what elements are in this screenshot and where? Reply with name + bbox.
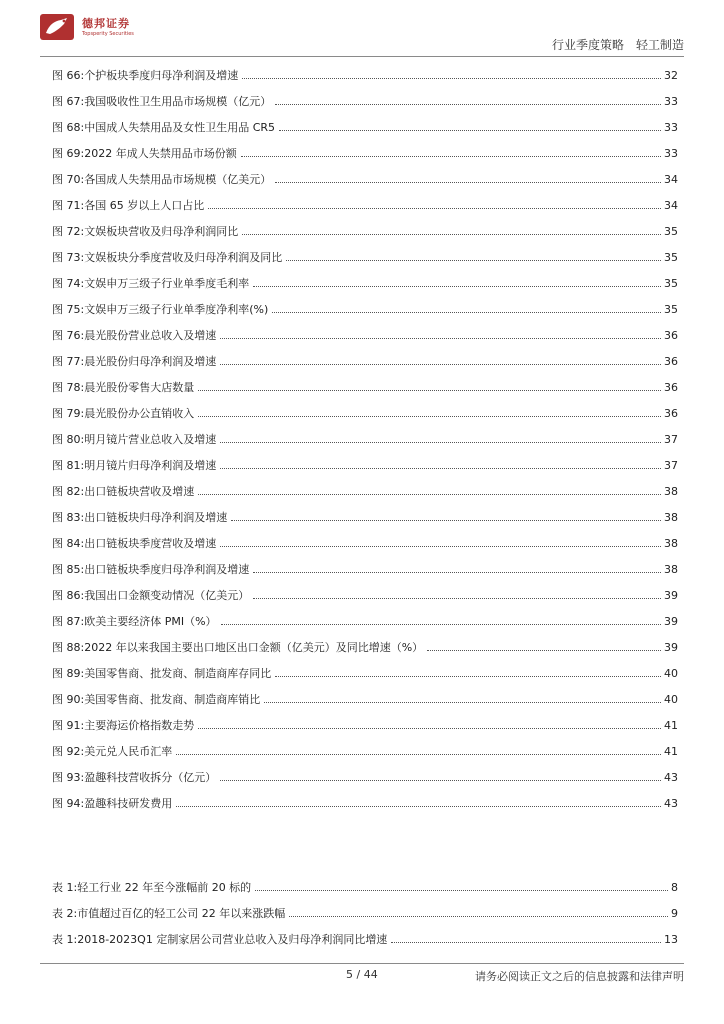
figure-label: 图 76: — [52, 329, 85, 342]
table-label: 表 1: — [52, 933, 78, 946]
figure-entry[interactable] — [52, 556, 678, 582]
table-page-number: 9 — [671, 906, 678, 920]
dot-leader — [220, 780, 661, 781]
figure-title: 出口链板块季度营收及增速 — [84, 537, 217, 550]
table-label: 表 2: — [52, 907, 78, 920]
page-header — [0, 0, 724, 58]
logo-chinese-name: 德邦证券 — [82, 17, 130, 30]
figure-title: 文娱申万三级子行业单季度净利率(%) — [84, 303, 269, 316]
figure-label: 图 85: — [52, 563, 85, 576]
figure-entry[interactable] — [52, 140, 678, 166]
report-category-title: 行业季度策略 轻工制造 — [551, 38, 684, 52]
figure-label: 图 86: — [52, 589, 85, 602]
dot-leader — [220, 364, 661, 365]
figure-title: 我国吸收性卫生用品市场规模（亿元） — [84, 95, 272, 108]
dot-leader — [255, 890, 668, 891]
figure-label: 图 66: — [52, 69, 85, 82]
figure-entry[interactable] — [52, 660, 678, 686]
figure-entry[interactable] — [52, 478, 678, 504]
figure-page-number: 38 — [664, 536, 678, 550]
figure-title: 明月镜片营业总收入及增速 — [84, 433, 217, 446]
dot-leader — [275, 676, 661, 677]
dot-leader — [220, 338, 661, 339]
figure-label: 图 92: — [52, 745, 85, 758]
logo-english-name: Topsperity Securities — [82, 31, 134, 37]
figure-entry[interactable] — [52, 426, 678, 452]
figure-title: 盈趣科技研发费用 — [84, 797, 173, 810]
figure-title: 各国成人失禁用品市场规模（亿美元） — [84, 173, 272, 186]
footer-divider — [40, 963, 684, 964]
figure-label: 图 80: — [52, 433, 85, 446]
figure-label: 图 83: — [52, 511, 85, 524]
figure-page-number: 32 — [664, 68, 678, 82]
figure-page-number: 40 — [664, 692, 678, 706]
figure-page-number: 43 — [664, 770, 678, 784]
figure-title: 明月镜片归母净利润及增速 — [84, 459, 217, 472]
figure-entry[interactable] — [52, 790, 678, 816]
figure-entry[interactable] — [52, 738, 678, 764]
table-title: 市值超过百亿的轻工公司 22 年以来涨跌幅 — [77, 907, 286, 920]
figure-entry[interactable] — [52, 452, 678, 478]
figure-label: 图 69: — [52, 147, 85, 160]
figure-title: 盈趣科技营收拆分（亿元） — [84, 771, 217, 784]
figure-label: 图 70: — [52, 173, 85, 186]
page-number: 5 / 44 — [346, 968, 378, 981]
figure-label: 图 89: — [52, 667, 85, 680]
figure-index-list — [52, 62, 678, 816]
dot-leader — [253, 286, 661, 287]
dot-leader — [198, 494, 661, 495]
dot-leader — [198, 390, 661, 391]
dot-leader — [289, 916, 668, 917]
dot-leader — [286, 260, 661, 261]
company-logo — [40, 12, 140, 44]
figure-title: 个护板块季度归母净利润及增速 — [84, 69, 239, 82]
dot-leader — [279, 130, 661, 131]
figure-label: 图 78: — [52, 381, 85, 394]
figure-entry[interactable] — [52, 530, 678, 556]
figure-page-number: 35 — [664, 276, 678, 290]
table-index-list — [52, 874, 678, 952]
figure-label: 图 93: — [52, 771, 85, 784]
figure-label: 图 71: — [52, 199, 85, 212]
figure-title: 美国零售商、批发商、制造商库销比 — [84, 693, 261, 706]
dot-leader — [198, 728, 661, 729]
logo-mark-icon — [40, 14, 74, 40]
figure-label: 图 79: — [52, 407, 85, 420]
header-divider — [40, 56, 684, 57]
dot-leader — [220, 442, 661, 443]
dot-leader — [176, 754, 661, 755]
figure-label: 图 74: — [52, 277, 85, 290]
figure-page-number: 39 — [664, 588, 678, 602]
figure-label: 图 84: — [52, 537, 85, 550]
figure-entry[interactable] — [52, 374, 678, 400]
figure-title: 欧美主要经济体 PMI（%） — [84, 615, 217, 628]
figure-entry[interactable] — [52, 322, 678, 348]
figure-entry[interactable] — [52, 348, 678, 374]
figure-label: 图 88: — [52, 641, 85, 654]
dot-leader — [253, 598, 661, 599]
dot-leader — [198, 416, 661, 417]
figure-title: 文娱申万三级子行业单季度毛利率 — [84, 277, 250, 290]
figure-entry[interactable] — [52, 270, 678, 296]
figure-page-number: 33 — [664, 120, 678, 134]
figure-page-number: 34 — [664, 172, 678, 186]
figure-title: 晨光股份营业总收入及增速 — [84, 329, 217, 342]
figure-page-number: 39 — [664, 640, 678, 654]
figure-label: 图 94: — [52, 797, 85, 810]
figure-label: 图 73: — [52, 251, 85, 264]
figure-page-number: 41 — [664, 744, 678, 758]
figure-title: 2022 年以来我国主要出口地区出口金额（亿美元）及同比增速（%） — [84, 641, 424, 654]
table-entry[interactable] — [52, 874, 678, 900]
dot-leader — [221, 624, 661, 625]
dot-leader — [272, 312, 661, 313]
figure-entry[interactable] — [52, 634, 678, 660]
figure-label: 图 75: — [52, 303, 85, 316]
figure-page-number: 38 — [664, 484, 678, 498]
figure-entry[interactable] — [52, 764, 678, 790]
legal-disclaimer: 请务必阅读正文之后的信息披露和法律声明 — [475, 970, 684, 983]
figure-entry[interactable] — [52, 166, 678, 192]
figure-page-number: 35 — [664, 224, 678, 238]
figure-page-number: 38 — [664, 510, 678, 524]
figure-page-number: 39 — [664, 614, 678, 628]
table-page-number: 13 — [664, 932, 678, 946]
figure-page-number: 37 — [664, 458, 678, 472]
figure-label: 图 87: — [52, 615, 85, 628]
dot-leader — [220, 468, 661, 469]
table-entry[interactable] — [52, 900, 678, 926]
table-title: 2018-2023Q1 定制家居公司营业总收入及归母净利润同比增速 — [77, 933, 388, 946]
dot-leader — [242, 78, 661, 79]
dot-leader — [241, 156, 661, 157]
dot-leader — [264, 702, 661, 703]
dot-leader — [231, 520, 661, 521]
figure-page-number: 36 — [664, 328, 678, 342]
figure-title: 晨光股份归母净利润及增速 — [84, 355, 217, 368]
figure-page-number: 34 — [664, 198, 678, 212]
figure-title: 出口链板块归母净利润及增速 — [84, 511, 228, 524]
figure-page-number: 37 — [664, 432, 678, 446]
figure-label: 图 68: — [52, 121, 85, 134]
figure-title: 出口链板块季度归母净利润及增速 — [84, 563, 250, 576]
figure-entry[interactable] — [52, 582, 678, 608]
figure-title: 我国出口金额变动情况（亿美元） — [84, 589, 250, 602]
figure-page-number: 35 — [664, 302, 678, 316]
figure-entry[interactable] — [52, 244, 678, 270]
table-entry[interactable] — [52, 926, 678, 952]
table-label: 表 1: — [52, 881, 78, 894]
figure-page-number: 33 — [664, 94, 678, 108]
figure-label: 图 91: — [52, 719, 85, 732]
figure-label: 图 67: — [52, 95, 85, 108]
dot-leader — [253, 572, 661, 573]
dot-leader — [242, 234, 661, 235]
figure-title: 晨光股份零售大店数量 — [84, 381, 195, 394]
figure-page-number: 36 — [664, 354, 678, 368]
figure-title: 主要海运价格指数走势 — [84, 719, 195, 732]
figure-page-number: 35 — [664, 250, 678, 264]
figure-label: 图 77: — [52, 355, 85, 368]
dot-leader — [391, 942, 661, 943]
figure-entry[interactable] — [52, 504, 678, 530]
figure-entry[interactable] — [52, 400, 678, 426]
figure-label: 图 90: — [52, 693, 85, 706]
dot-leader — [275, 104, 661, 105]
figure-title: 晨光股份办公直销收入 — [84, 407, 195, 420]
dot-leader — [208, 208, 661, 209]
figure-page-number: 36 — [664, 380, 678, 394]
figure-title: 美元兑人民币汇率 — [84, 745, 173, 758]
figure-page-number: 41 — [664, 718, 678, 732]
figure-entry[interactable] — [52, 296, 678, 322]
figure-entry[interactable] — [52, 62, 678, 88]
table-page-number: 8 — [671, 880, 678, 894]
figure-title: 文娱板块分季度营收及归母净利润及同比 — [84, 251, 283, 264]
figure-entry[interactable] — [52, 218, 678, 244]
figure-title: 2022 年成人失禁用品市场份额 — [84, 147, 237, 160]
figure-label: 图 82: — [52, 485, 85, 498]
figure-page-number: 40 — [664, 666, 678, 680]
dot-leader — [275, 182, 661, 183]
figure-page-number: 43 — [664, 796, 678, 810]
figure-label: 图 81: — [52, 459, 85, 472]
figure-entry[interactable] — [52, 114, 678, 140]
figure-entry[interactable] — [52, 686, 678, 712]
figure-label: 图 72: — [52, 225, 85, 238]
figure-title: 中国成人失禁用品及女性卫生用品 CR5 — [84, 121, 276, 134]
figure-entry[interactable] — [52, 88, 678, 114]
dot-leader — [427, 650, 661, 651]
figure-page-number: 38 — [664, 562, 678, 576]
figure-title: 美国零售商、批发商、制造商库存同比 — [84, 667, 272, 680]
figure-title: 文娱板块营收及归母净利润同比 — [84, 225, 239, 238]
figure-entry[interactable] — [52, 608, 678, 634]
figure-entry[interactable] — [52, 192, 678, 218]
dot-leader — [220, 546, 661, 547]
figure-title: 出口链板块营收及增速 — [84, 485, 195, 498]
table-title: 轻工行业 22 年至今涨幅前 20 标的 — [77, 881, 252, 894]
figure-title: 各国 65 岁以上人口占比 — [84, 199, 205, 212]
figure-entry[interactable] — [52, 712, 678, 738]
figure-page-number: 36 — [664, 406, 678, 420]
dot-leader — [176, 806, 661, 807]
figure-page-number: 33 — [664, 146, 678, 160]
